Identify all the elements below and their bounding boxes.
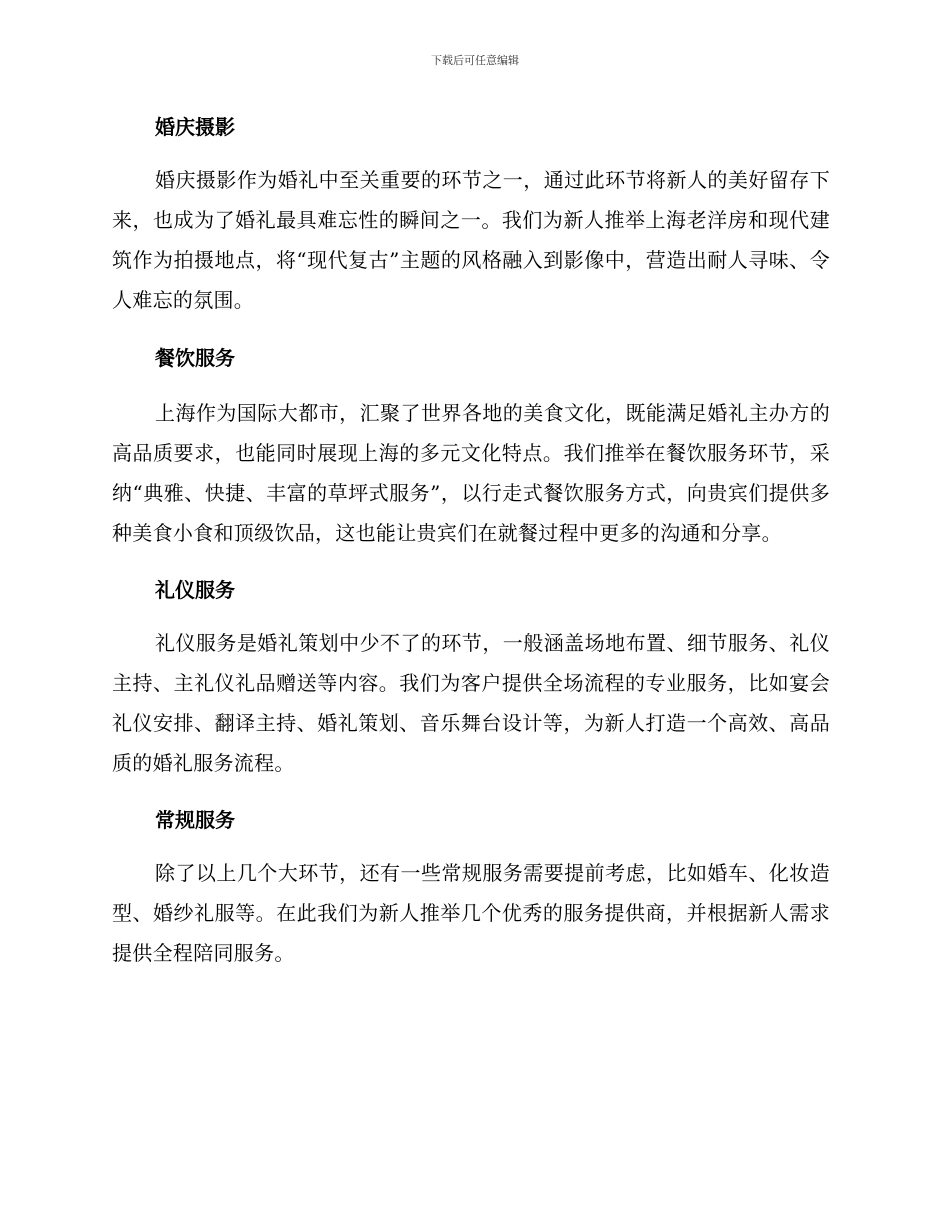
- section-catering-service: [112, 339, 830, 553]
- header-note: 下载后可任意编辑: [431, 54, 519, 67]
- section-etiquette-service: [112, 571, 830, 783]
- section-heading: 常规服务: [155, 808, 235, 832]
- section-paragraph: 上海作为国际大都市，汇聚了世界各地的美食文化，既能满足婚礼主办方的高品质要求，也能同时展现上海的多元文化特点。我们推举在餐饮服务环节，采纳“典雅、快捷、丰富的草坪式服务”，以行走式餐饮服务方式，向贵宾们提供多种美食小食和顶级饮品，这也能让贵宾们在就餐过程中更多的沟通和分享。: [112, 401, 830, 545]
- section-heading: 礼仪服务: [155, 578, 235, 602]
- section-heading: 婚庆摄影: [155, 115, 235, 139]
- section-paragraph: 婚庆摄影作为婚礼中至关重要的环节之一，通过此环节将新人的美好留存下来，也成为了婚礼最具难忘性的瞬间之一。我们为新人推举上海老洋房和现代建筑作为拍摄地点，将“现代复古”主题的风格融入到影像中，营造出耐人寻味、令人难忘的氛围。: [112, 168, 830, 312]
- document-content: [112, 108, 830, 973]
- section-general-service: [112, 801, 830, 973]
- section-paragraph: 除了以上几个大环节，还有一些常规服务需要提前考虑，比如婚车、化妆造型、婚纱礼服等。在此我们为新人推举几个优秀的服务提供商，并根据新人需求提供全程陪同服务。: [112, 861, 830, 965]
- section-wedding-photography: [112, 108, 830, 320]
- section-paragraph: 礼仪服务是婚礼策划中少不了的环节，一般涵盖场地布置、细节服务、礼仪主持、主礼仪礼品赠送等内容。我们为客户提供全场流程的专业服务，比如宴会礼仪安排、翻译主持、婚礼策划、音乐舞台设计等，为新人打造一个高效、高品质的婚礼服务流程。: [112, 631, 830, 775]
- section-heading: 餐饮服务: [155, 346, 235, 370]
